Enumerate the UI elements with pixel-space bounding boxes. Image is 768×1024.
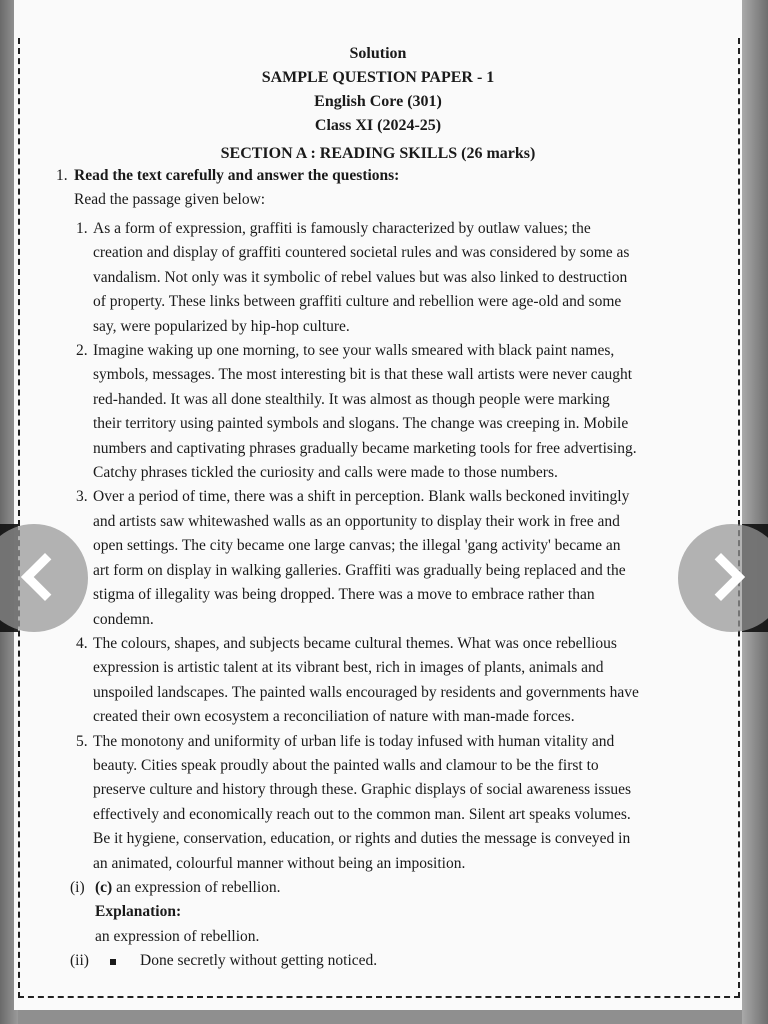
paragraph-line: say, were popularized by hip-hop culture.	[93, 317, 350, 335]
paragraph-line: their territory using painted symbols and slogans. The change was creeping in. Mobile	[93, 415, 629, 433]
question-number: 1.	[56, 167, 68, 184]
paragraph-line: creation and display of graffiti countered societal rules and was considered by some as	[93, 244, 630, 262]
paragraph-line: art form on display in walking galleries. Graffiti was gradually being replaced and the	[93, 561, 626, 579]
paragraph-line: and artists saw whitewashed walls as an opportunity to display their work in free and	[93, 512, 620, 530]
paragraph-line: of property. These links between graffiti culture and rebellion were age-old and some	[93, 293, 622, 311]
chevron-left-icon	[21, 553, 69, 601]
paragraph-line: numbers and captivating phrases gradually became marketing tools for free advertising.	[93, 439, 637, 457]
answer-i-text: an expression of rebellion.	[112, 878, 281, 896]
paragraph-line: As a form of expression, graffiti is famously characterized by outlaw values; the	[93, 220, 591, 237]
explanation-text: an expression of rebellion.	[95, 927, 260, 945]
bullet-icon	[110, 959, 116, 965]
paragraph-line: an animated, colourful manner without being an imposition.	[93, 854, 466, 872]
paragraph-line: preserve culture and history through these. Graphic displays of social awareness issues	[93, 781, 632, 799]
paragraph-line: unspoiled landscapes. The painted walls encouraged by residents and governments have	[93, 683, 639, 701]
paragraph-line: Be it hygiene, conservation, education, or rights and duties the message is conveyed in	[93, 830, 631, 848]
header-paper-title: SAMPLE QUESTION PAPER - 1	[261, 69, 495, 86]
question-title	[14, 164, 742, 188]
answer-i-option: (c)	[95, 878, 113, 896]
viewer-background-right	[742, 0, 768, 1024]
paragraph-line: created their own ecosystem a reconciliation of nature with man-made forces.	[93, 708, 575, 726]
page-content	[14, 42, 742, 974]
answer-ii-text: Done secretly without getting noticed.	[140, 952, 378, 970]
question-text: Read the text carefully and answer the questions:	[74, 167, 400, 184]
paragraph-number: 2.	[76, 342, 88, 360]
passage	[14, 217, 742, 876]
paragraph-line: open settings. The city became one large canvas; the illegal 'gang activity' became an	[93, 537, 621, 555]
paragraph-line: expression is artistic talent at its vibrant best, rich in images of plants, animals and	[93, 659, 604, 677]
chevron-right-icon	[697, 553, 745, 601]
paragraph-line: effectively and economically reach out to the common man. Silent art speaks volumes.	[93, 805, 631, 823]
paragraph-number: 1.	[76, 220, 88, 237]
paragraph-line: Over a period of time, there was a shift in perception. Blank walls beckoned invitingly	[93, 488, 630, 506]
passage-paragraph	[14, 730, 742, 876]
passage-paragraph	[14, 632, 742, 730]
paragraph-number: 3.	[76, 488, 88, 506]
explanation-label: Explanation:	[95, 903, 182, 921]
header-class: Class XI (2024-25)	[314, 117, 442, 134]
answer-i-number: (i)	[70, 878, 85, 896]
page-border-bottom	[18, 996, 740, 998]
paragraph-line: red-handed. It was all done stealthily. It was almost as though people were marking	[93, 390, 610, 408]
answer-ii	[14, 949, 742, 973]
paragraph-line: beauty. Cities speak proudly about the painted walls and clamour to be the first to	[93, 756, 599, 774]
document-page	[14, 0, 742, 1010]
answer-ii-number: (ii)	[70, 952, 89, 970]
header-subject: English Core (301)	[314, 93, 442, 110]
paragraph-number: 5.	[76, 732, 88, 750]
paragraph-line: symbols, messages. The most interesting bit is that these wall artists were never caught	[93, 366, 633, 384]
passage-paragraph	[14, 217, 742, 339]
section-title: SECTION A : READING SKILLS (26 marks)	[220, 145, 536, 162]
paragraph-line: vandalism. Not only was it symbolic of rebel values but was also linked to destruction	[93, 268, 628, 286]
paragraph-line: Imagine waking up one morning, to see your walls smeared with black paint names,	[93, 342, 615, 360]
header-solution: Solution	[349, 45, 407, 62]
paragraph-line: condemn.	[93, 610, 154, 628]
question-intro: Read the passage given below:	[74, 191, 266, 208]
passage-paragraph	[14, 339, 742, 485]
answer-i	[14, 876, 742, 900]
paragraph-line: The colours, shapes, and subjects became cultural themes. What was once rebellious	[93, 634, 617, 652]
paragraph-line: stigma of illegality was being dropped. There was a move to embrace rather than	[93, 586, 595, 604]
paragraph-number: 4.	[76, 634, 88, 652]
passage-paragraph	[14, 485, 742, 631]
paragraph-line: Catchy phrases tickled the curiosity and calls were made to those numbers.	[93, 464, 558, 482]
paragraph-line: The monotony and uniformity of urban life is today infused with human vitality and	[93, 732, 615, 750]
